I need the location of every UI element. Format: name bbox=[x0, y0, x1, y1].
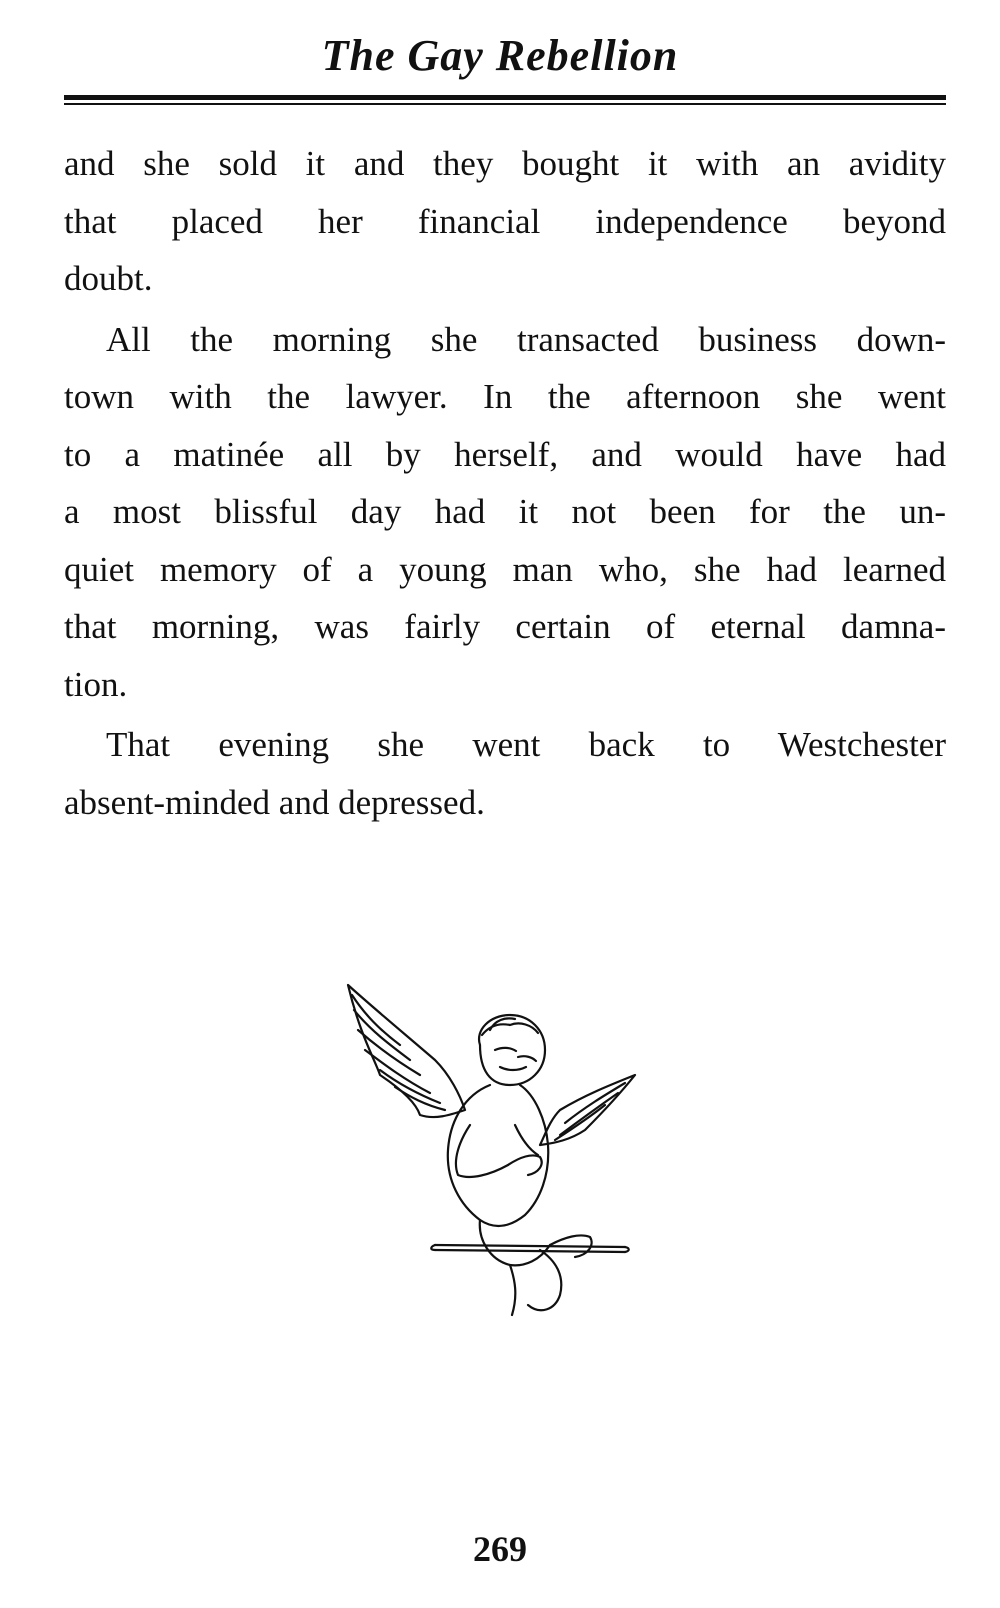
text-line: All the morning she transacted business down- bbox=[106, 319, 946, 359]
body-text bbox=[64, 135, 946, 831]
page-number: 269 bbox=[473, 1529, 527, 1569]
text-line: That evening she went back to Westchester bbox=[106, 725, 946, 764]
text-line: town with the lawyer. In the afternoon she went bbox=[64, 377, 946, 416]
running-head: The Gay Rebellion bbox=[321, 31, 679, 80]
cherub-illustration bbox=[340, 975, 650, 1325]
text-line: that morning, was fairly certain of eternal damna- bbox=[64, 607, 946, 646]
text-line: to a matinée all by herself, and would have had bbox=[64, 434, 946, 474]
text-line: and she sold it and they bought it with an avidity bbox=[64, 144, 946, 183]
text-line: tion. bbox=[64, 664, 128, 704]
header-rule-thin bbox=[64, 103, 946, 105]
text-line: a most blissful day had it not been for the un- bbox=[64, 492, 946, 531]
text-line: doubt. bbox=[64, 259, 153, 298]
header-rule-thick bbox=[64, 95, 946, 100]
text-line: absent-minded and depressed. bbox=[64, 782, 485, 822]
perch-bar bbox=[435, 1245, 625, 1247]
text-line: quiet memory of a young man who, she had learned bbox=[64, 549, 946, 589]
text-line: that placed her financial independence beyond bbox=[64, 201, 946, 241]
